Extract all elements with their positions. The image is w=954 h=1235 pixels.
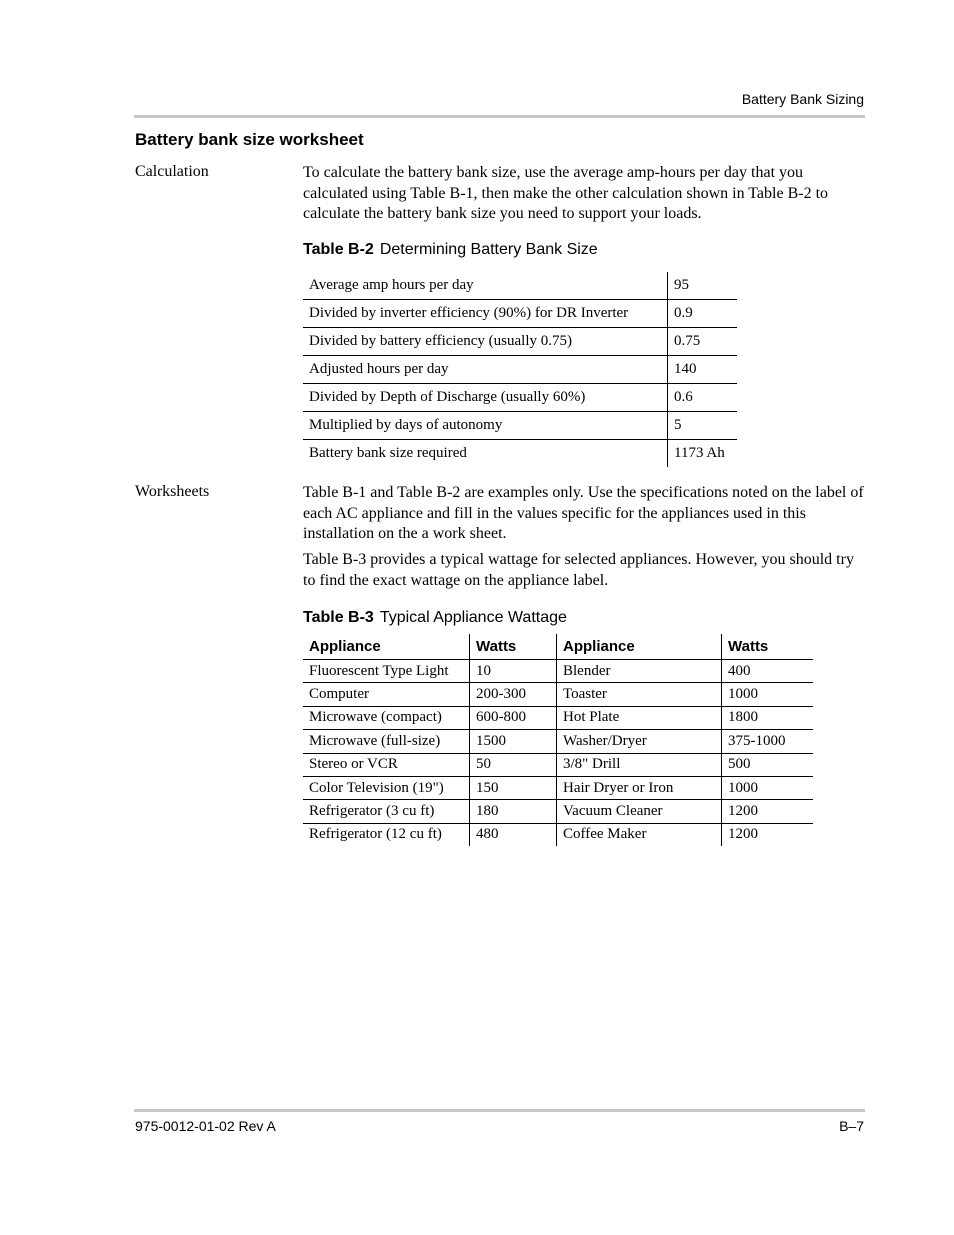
calculation-paragraph: To calculate the battery bank size, use the average amp-hours per day that you calculated using Table B-1, then make the other calculation shown in Table B-2 to calculate the battery bank size you need to support your loads. [303, 164, 829, 222]
table-b2-caption-number: Table B-2 [303, 241, 374, 258]
calculation-label: Calculation [135, 163, 209, 180]
appliance-cell: Refrigerator (12 cu ft) [303, 823, 470, 846]
battery-bank-size-table [303, 272, 737, 467]
table-b2-caption-title: Determining Battery Bank Size [379, 241, 598, 258]
appliance-cell: Microwave (full-size) [303, 730, 470, 753]
row-value: 0.6 [674, 389, 693, 405]
row-value: 95 [674, 277, 689, 293]
worksheets-paragraph-2: Table B-3 provides a typical wattage for selected appliances. However, you should try to find the exact wattage on the appliance label. [303, 551, 854, 589]
appliance-cell: Toaster [557, 683, 722, 706]
appliance-cell: Refrigerator (3 cu ft) [303, 800, 470, 823]
table-b3-caption [303, 609, 567, 627]
watts-cell: 180 [470, 800, 557, 823]
header-rule [134, 115, 865, 118]
table-row [303, 823, 813, 846]
appliance-cell: Washer/Dryer [557, 730, 722, 753]
row-value: 0.75 [674, 333, 701, 349]
row-value: 1173 Ah [674, 445, 725, 461]
worksheets-label: Worksheets [135, 483, 210, 500]
appliance-cell: Computer [303, 683, 470, 706]
watts-cell: 400 [722, 660, 814, 683]
table-header-row [303, 634, 813, 660]
column-header-appliance: Appliance [303, 634, 470, 660]
watts-cell: 1500 [470, 730, 557, 753]
column-header-watts: Watts [470, 634, 557, 660]
table-row [303, 300, 737, 328]
row-label: Divided by battery efficiency (usually 0.75) [303, 328, 668, 356]
row-value: 5 [674, 417, 682, 433]
watts-cell: 50 [470, 753, 557, 776]
appliance-cell: Vacuum Cleaner [557, 800, 722, 823]
column-header-appliance: Appliance [557, 634, 722, 660]
table-row [303, 412, 737, 440]
appliance-cell: 3/8" Drill [557, 753, 722, 776]
worksheets-paragraph-1: Table B-1 and Table B-2 are examples only. Use the specifications noted on the label of each AC appliance and fill in the values specific for the appliances used in this installation on the a work sheet. [303, 484, 864, 542]
table-row [303, 384, 737, 412]
watts-cell: 150 [470, 776, 557, 799]
table-row [303, 753, 813, 776]
footer-rule [134, 1109, 865, 1112]
row-label: Average amp hours per day [303, 272, 668, 300]
table-row [303, 800, 813, 823]
table-row [303, 272, 737, 300]
watts-cell: 200-300 [470, 683, 557, 706]
watts-cell: 600-800 [470, 706, 557, 729]
page-number: B–7 [839, 1118, 864, 1134]
appliance-cell: Hair Dryer or Iron [557, 776, 722, 799]
table-row [303, 440, 737, 468]
table-row [303, 706, 813, 729]
watts-cell: 375-1000 [722, 730, 814, 753]
table-row [303, 660, 813, 683]
column-header-watts: Watts [722, 634, 814, 660]
row-value: 0.9 [674, 305, 693, 321]
table-row [303, 328, 737, 356]
appliance-cell: Hot Plate [557, 706, 722, 729]
row-label: Multiplied by days of autonomy [303, 412, 668, 440]
row-label: Adjusted hours per day [303, 356, 668, 384]
appliance-cell: Blender [557, 660, 722, 683]
row-label: Battery bank size required [303, 440, 668, 468]
appliance-cell: Stereo or VCR [303, 753, 470, 776]
appliance-wattage-table [303, 634, 813, 846]
watts-cell: 1000 [722, 776, 814, 799]
row-label: Divided by Depth of Discharge (usually 60%) [303, 384, 668, 412]
appliance-cell: Coffee Maker [557, 823, 722, 846]
row-value: 140 [674, 361, 697, 377]
watts-cell: 500 [722, 753, 814, 776]
table-row [303, 356, 737, 384]
table-row [303, 776, 813, 799]
appliance-cell: Fluorescent Type Light [303, 660, 470, 683]
table-row [303, 683, 813, 706]
watts-cell: 1000 [722, 683, 814, 706]
watts-cell: 10 [470, 660, 557, 683]
table-b3-caption-title: Typical Appliance Wattage [379, 609, 567, 626]
table-b2-caption [303, 241, 598, 259]
document-number: 975-0012-01-02 Rev A [135, 1118, 276, 1134]
watts-cell: 1200 [722, 800, 814, 823]
running-header: Battery Bank Sizing [741, 91, 864, 107]
table-b3-caption-number: Table B-3 [303, 609, 374, 626]
table-row [303, 730, 813, 753]
watts-cell: 1200 [728, 826, 758, 843]
watts-cell: 480 [470, 823, 557, 846]
appliance-cell: Color Television (19") [303, 776, 470, 799]
row-label: Divided by inverter efficiency (90%) for DR Inverter [303, 300, 668, 328]
appliance-cell: Microwave (compact) [303, 706, 470, 729]
watts-cell: 1800 [722, 706, 814, 729]
section-title: Battery bank size worksheet [135, 130, 364, 149]
